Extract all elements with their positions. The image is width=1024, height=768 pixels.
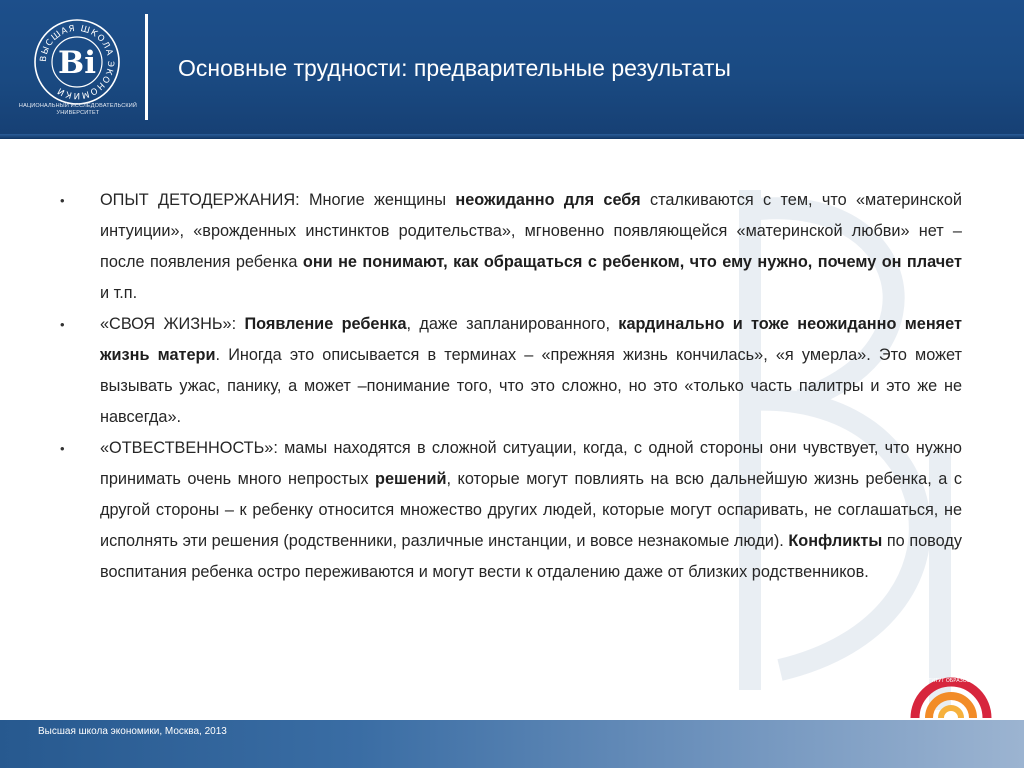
header-divider [145, 14, 148, 120]
bullet-marker: • [60, 193, 65, 208]
bullet-emphasis: кардинально и тоже неожиданно меняет жизнь матери [100, 315, 962, 364]
badge-text: ИНСТИТУТ ОБРАЗОВАНИЯ [917, 678, 985, 684]
bullet-text: , даже запланированного, [406, 315, 619, 333]
bullet-emphasis: решений [375, 470, 447, 488]
logo-caption: НАЦИОНАЛЬНЫЙ ИССЛЕДОВАТЕЛЬСКИЙ УНИВЕРСИТЕТ [18, 103, 138, 116]
bullet-text: ОПЫТ ДЕТОДЕРЖАНИЯ: Многие женщины [100, 191, 456, 209]
bullet-text: по поводу воспитания ребенка остро переживаются и могут вести к отдалению даже от близких родственников. [100, 532, 962, 581]
bullet-emphasis: они не понимают, как обращаться с ребенком, что ему нужно, почему он плачет [302, 253, 962, 271]
bullet-marker: • [60, 317, 65, 332]
bullet-text: «ОТВЕСТВЕННОСТЬ»: мамы находятся в сложной ситуации, когда, с одной стороны они чувствует, что нужно принимать очень много непростых [100, 439, 962, 488]
header-banner [0, 0, 1024, 139]
hse-logo [33, 18, 121, 106]
bullet-text: . Иногда это описывается в терминах – «прежняя жизнь кончилась», «я умерла». Это может вызывать ужас, панику, а может –понимание того, что это сложно, но это «только часть палитры и это же не навсегда». [100, 346, 962, 426]
bullet-list [60, 185, 962, 588]
logo-monogram: Ві [58, 45, 96, 81]
logo-ring-text: ВЫСШАЯ ШКОЛА ЭКОНОМИКИ [38, 23, 116, 101]
bullet-item [60, 309, 962, 433]
content-area [60, 185, 962, 588]
bullet-emphasis: неожиданно для себя [455, 191, 641, 209]
bullet-text: , которые могут повлиять на всю дальнейшую жизнь ребенка, а с другой стороны – к ребенку относится множество других людей, которые могут оспаривать, не соглашаться, не исполнять эти решения (родственники, различные инстанции, и вовсе незнакомые люди). [100, 470, 962, 550]
institute-badge-icon [905, 668, 997, 720]
page-title: Основные трудности: предварительные результаты [178, 55, 731, 81]
bullet-emphasis: Появление ребенка [244, 315, 407, 333]
bullet-text: сталкиваются с тем, что «материнской интуиции», «врожденных инстинктов родительства», мгновенно появляющейся «материнской любви» нет – после появления ребенка [100, 191, 962, 271]
bullet-item [60, 185, 962, 309]
footer-bar [0, 720, 1024, 768]
bullet-item [60, 433, 962, 588]
footer-text: Высшая школа экономики, Москва, 2013 [38, 726, 227, 737]
bullet-emphasis: Конфликты [788, 532, 883, 550]
bullet-text: и т.п. [100, 284, 138, 302]
bullet-marker: • [60, 441, 65, 456]
bullet-text: «СВОЯ ЖИЗНЬ»: [100, 315, 245, 333]
